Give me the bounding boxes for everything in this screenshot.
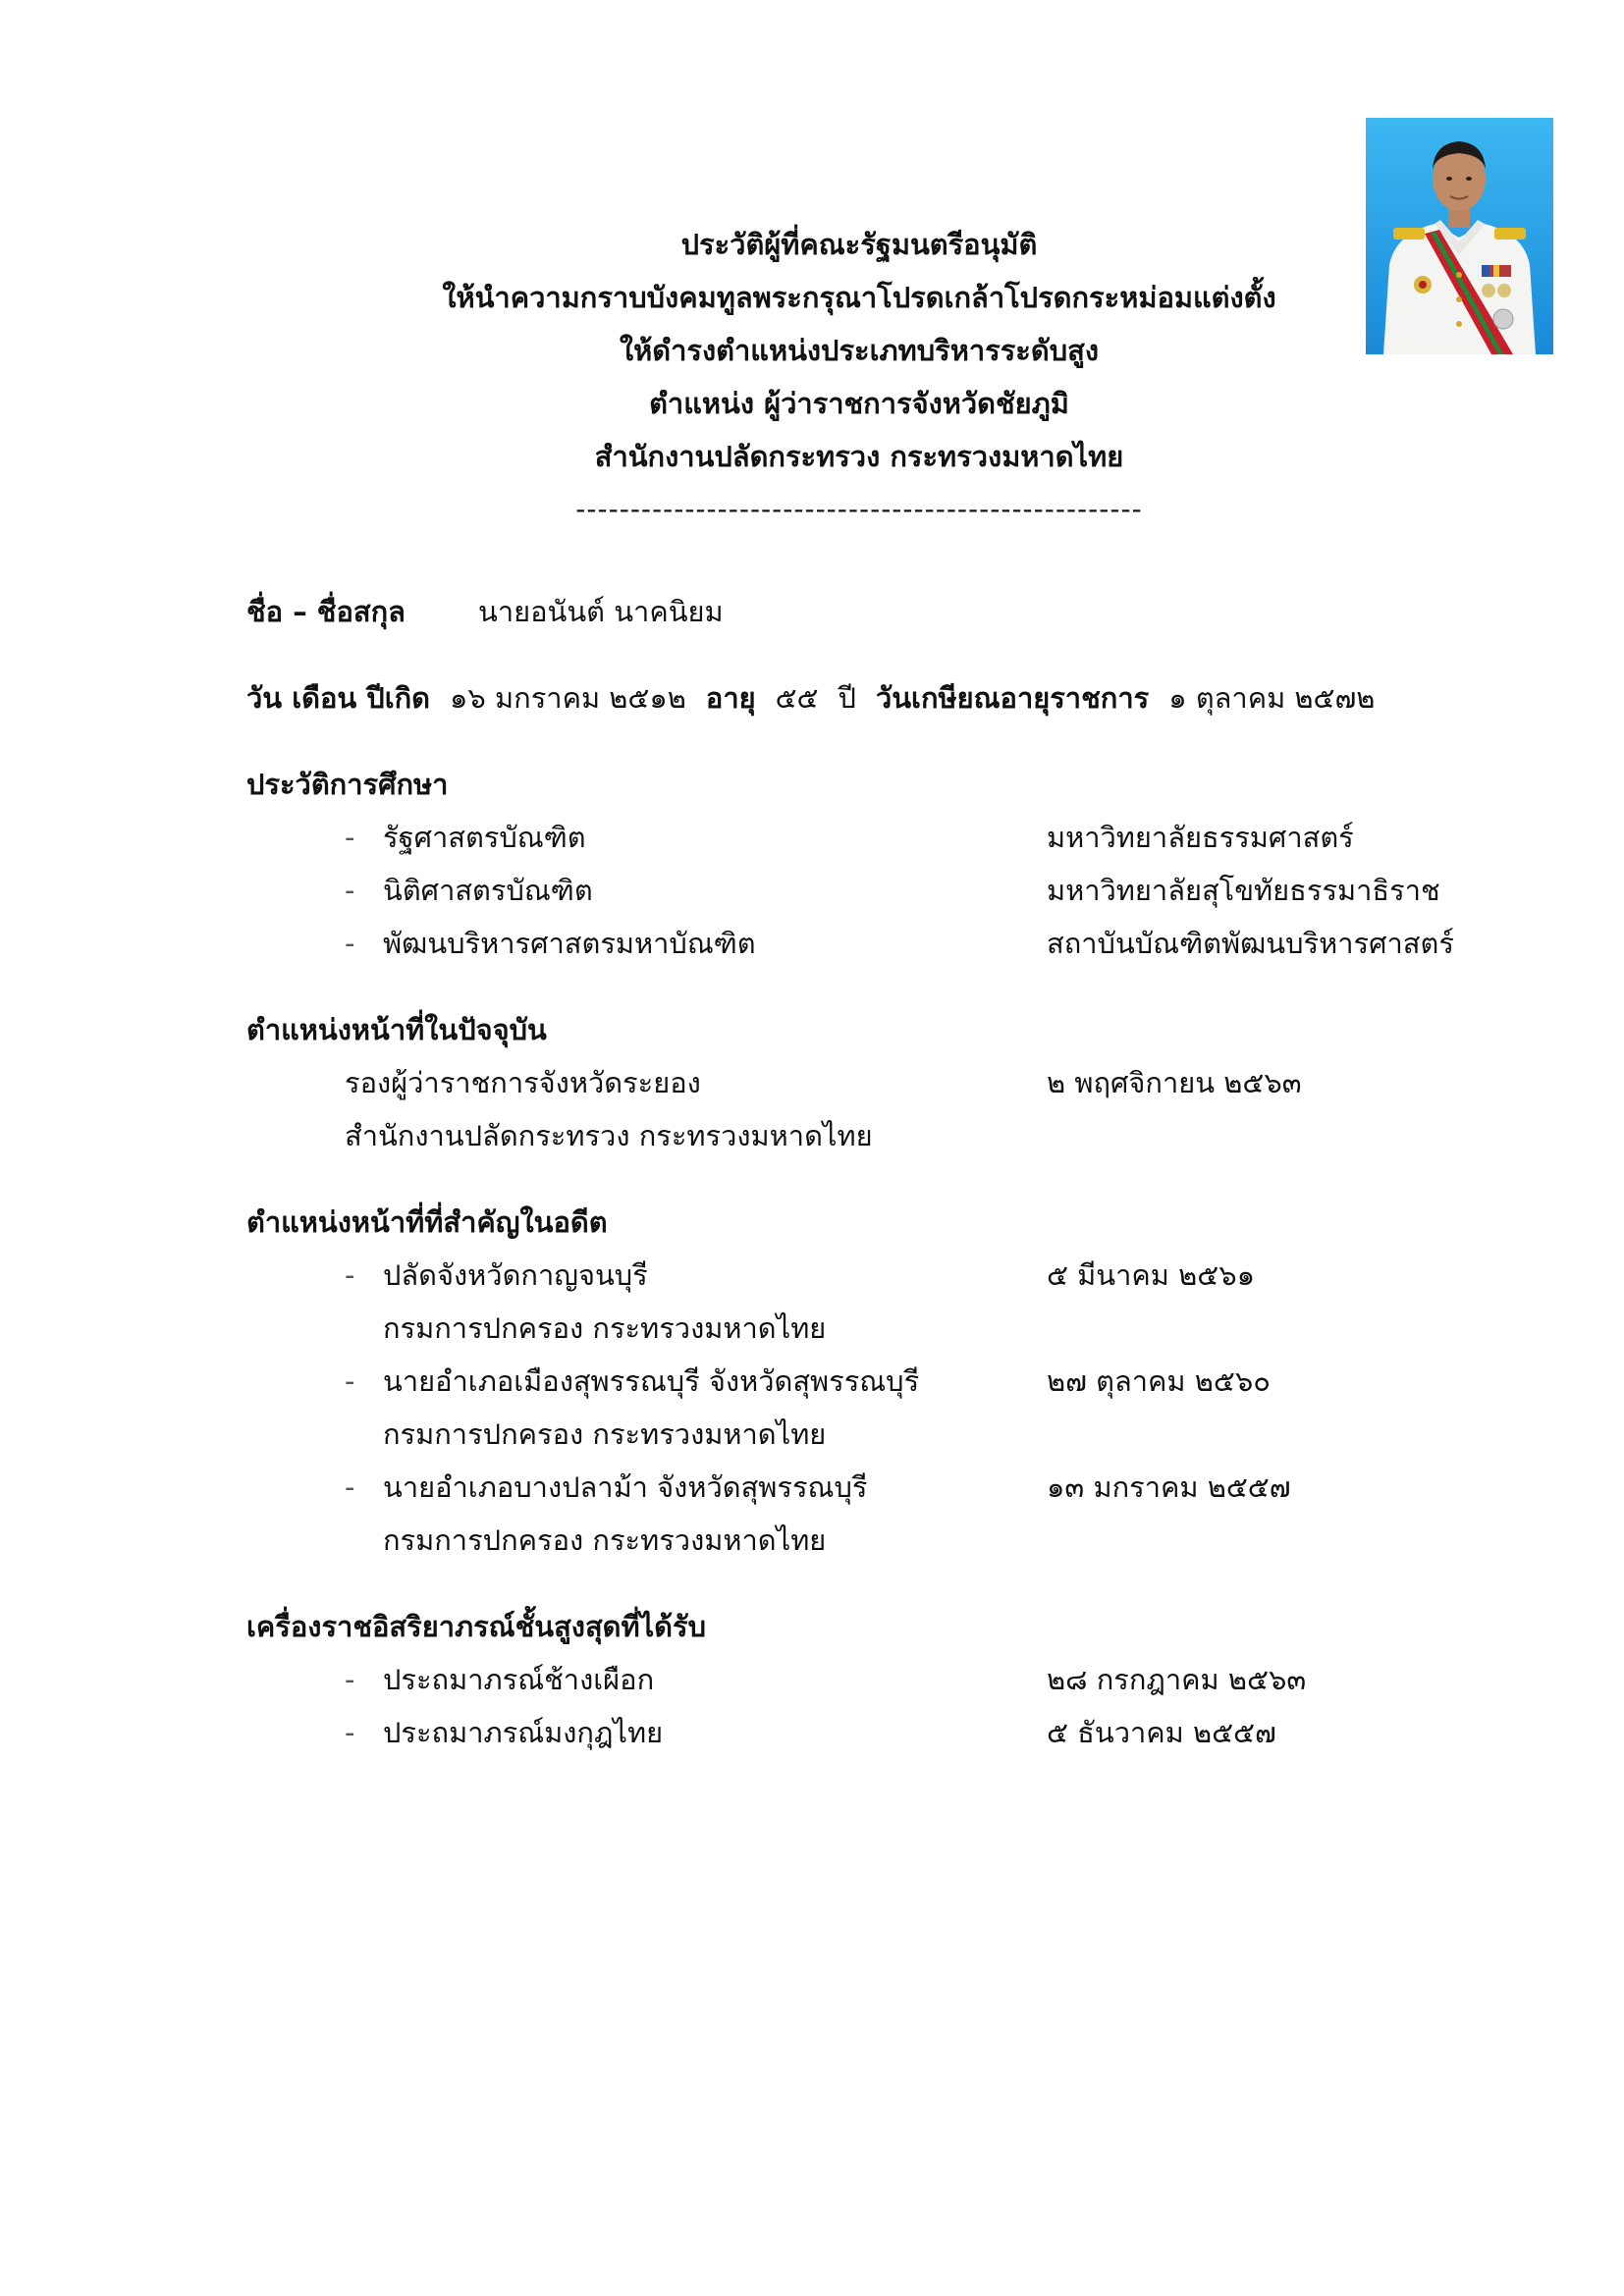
birth-row — [246, 671, 1474, 724]
document-header — [0, 218, 1624, 536]
bullet-dash: - — [345, 1258, 355, 1292]
past-position-org-row — [246, 1302, 1474, 1355]
education-degree: นิติศาสตรบัณฑิต — [383, 874, 593, 907]
decorations-title: เครื่องราชอิสริยาภรณ์ชั้นสูงสุดที่ได้รับ — [246, 1610, 706, 1643]
current-position-org: สำนักงานปลัดกระทรวง กระทรวงมหาดไทย — [345, 1119, 873, 1152]
current-position-org-row — [246, 1109, 1474, 1162]
past-position-name: ปลัดจังหวัดกาญจนบุรี — [383, 1258, 648, 1292]
education-degree: รัฐศาสตรบัณฑิต — [383, 821, 586, 854]
profile-content — [246, 585, 1474, 1759]
header-line-3: ให้ดำรงตำแหน่งประเภทบริหารระดับสูง — [620, 334, 1099, 367]
decoration-item — [246, 1706, 1474, 1759]
bullet-dash: - — [345, 1716, 355, 1749]
past-position-date: ๑๓ มกราคม ๒๕๕๗ — [1047, 1470, 1291, 1504]
past-positions-title: ตำแหน่งหน้าที่ที่สำคัญในอดีต — [246, 1205, 608, 1239]
birth-value: ๑๖ มกราคม ๒๕๑๒ — [450, 681, 686, 715]
current-position-item — [246, 1056, 1474, 1109]
education-degree: พัฒนบริหารศาสตรมหาบัณฑิต — [383, 927, 756, 960]
bullet-dash: - — [345, 1663, 355, 1696]
education-item — [246, 811, 1474, 864]
header-line-4: ตำแหน่ง ผู้ว่าราชการจังหวัดชัยภูมิ — [649, 387, 1069, 420]
bullet-dash: - — [345, 1364, 355, 1398]
past-position-org: กรมการปกครอง กระทรวงมหาดไทย — [383, 1311, 827, 1345]
decoration-date: ๕ ธันวาคม ๒๕๕๗ — [1047, 1716, 1276, 1749]
current-position-title: ตำแหน่งหน้าที่ในปัจจุบัน — [246, 1013, 547, 1046]
past-position-item — [246, 1249, 1474, 1302]
education-title: ประวัติการศึกษา — [246, 768, 449, 801]
current-position-name: รองผู้ว่าราชการจังหวัดระยอง — [345, 1066, 701, 1099]
header-line-5: สำนักงานปลัดกระทรวง กระทรวงมหาดไทย — [594, 440, 1124, 473]
decoration-item — [246, 1653, 1474, 1706]
birth-label: วัน เดือน ปีเกิด — [246, 681, 430, 715]
past-position-name: นายอำเภอเมืองสุพรรณบุรี จังหวัดสุพรรณบุรี — [383, 1364, 920, 1398]
education-institution: มหาวิทยาลัยธรรมศาสตร์ — [1047, 821, 1354, 854]
decoration-name: ประถมาภรณ์ช้างเผือก — [383, 1663, 655, 1696]
bullet-dash: - — [345, 927, 355, 960]
past-position-name: นายอำเภอบางปลาม้า จังหวัดสุพรรณบุรี — [383, 1470, 868, 1504]
age-value: ๕๕ — [775, 681, 819, 715]
education-institution: สถาบันบัณฑิตพัฒนบริหารศาสตร์ — [1047, 927, 1454, 960]
past-position-org: กรมการปกครอง กระทรวงมหาดไทย — [383, 1417, 827, 1451]
decoration-name: ประถมาภรณ์มงกุฎไทย — [383, 1716, 664, 1749]
past-position-date: ๒๗ ตุลาคม ๒๕๖๐ — [1047, 1364, 1271, 1398]
name-row — [246, 585, 1474, 638]
past-position-org: กรมการปกครอง กระทรวงมหาดไทย — [383, 1523, 827, 1557]
past-position-org-row — [246, 1408, 1474, 1461]
education-item — [246, 917, 1474, 970]
bullet-dash: - — [345, 874, 355, 907]
age-label: อายุ — [705, 681, 756, 715]
past-position-item — [246, 1355, 1474, 1408]
past-position-date: ๕ มีนาคม ๒๕๖๑ — [1047, 1258, 1256, 1292]
name-label: ชื่อ – ชื่อสกุล — [246, 595, 406, 628]
decoration-date: ๒๘ กรกฎาคม ๒๕๖๓ — [1047, 1663, 1307, 1696]
name-value: นายอนันต์ นาคนิยม — [478, 595, 724, 628]
bullet-dash: - — [345, 821, 355, 854]
past-position-item — [246, 1461, 1474, 1514]
header-line-1: ประวัติผู้ที่คณะรัฐมนตรีอนุมัติ — [680, 228, 1038, 261]
education-item — [246, 864, 1474, 917]
current-position-date: ๒ พฤศจิกายน ๒๕๖๓ — [1047, 1066, 1302, 1099]
education-institution: มหาวิทยาลัยสุโขทัยธรรมาธิราช — [1047, 874, 1440, 907]
age-unit: ปี — [838, 681, 856, 715]
header-line-2: ให้นำความกราบบังคมทูลพระกรุณาโปรดเกล้าโปรดกระหม่อมแต่งตั้ง — [442, 281, 1276, 314]
retire-label: วันเกษียณอายุราชการ — [875, 681, 1150, 715]
bullet-dash: - — [345, 1470, 355, 1504]
retire-value: ๑ ตุลาคม ๒๕๗๒ — [1168, 681, 1376, 715]
past-position-org-row — [246, 1514, 1474, 1567]
header-divider: ---------------------------------------------------- — [575, 493, 1143, 525]
